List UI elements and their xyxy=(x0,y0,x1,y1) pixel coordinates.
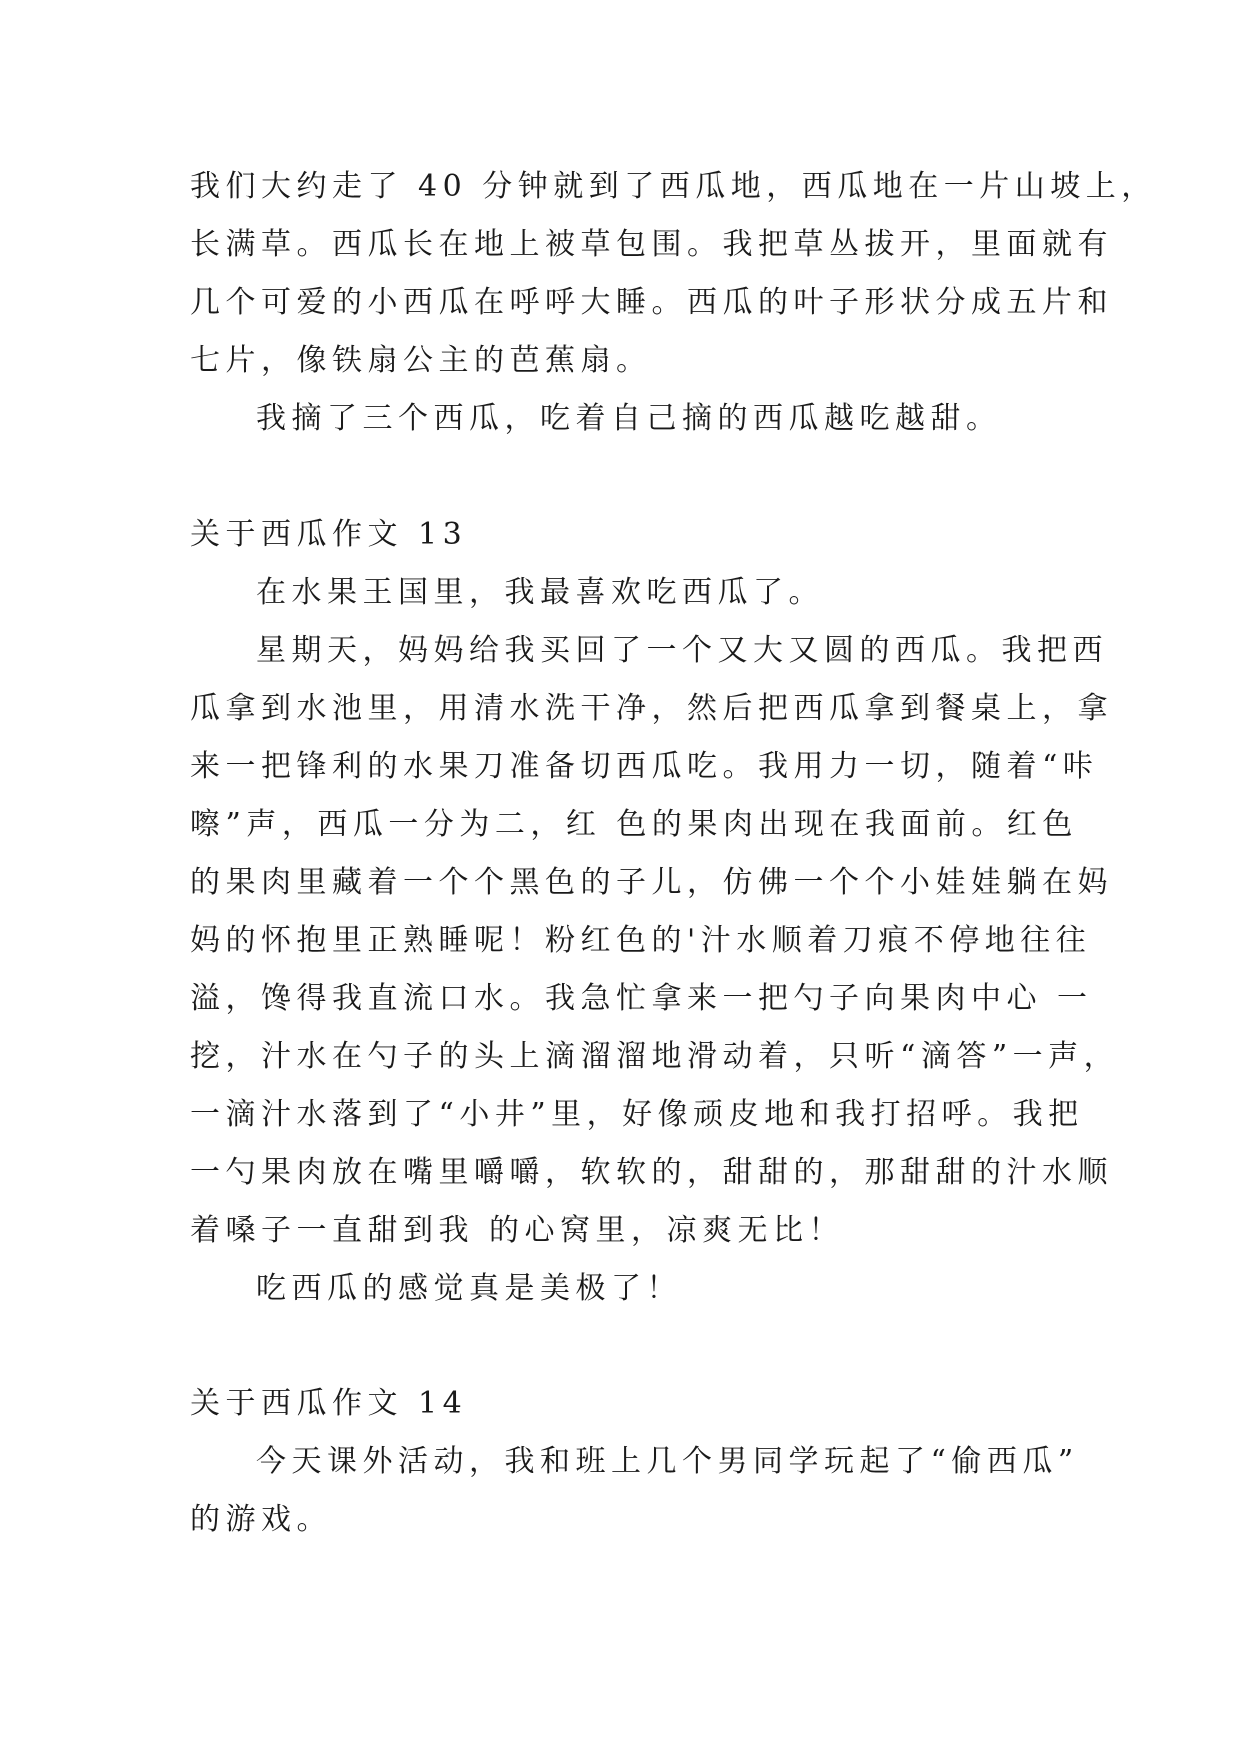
text-line: 几个可爱的小西瓜在呼呼大睡。西瓜的叶子形状分成五片和 xyxy=(190,285,1113,320)
text-line: 妈的怀抱里正熟睡呢！粉红色的'汁水顺着刀痕不停地往往 xyxy=(190,923,1092,958)
text-line: 一滴汁水落到了“小井”里，好像顽皮地和我打招呼。我把 xyxy=(190,1097,1084,1132)
essay-13-closing: 吃西瓜的感觉真是美极了！ xyxy=(256,1271,682,1306)
text-line: 我们大约走了 40 分钟就到了西瓜地，西瓜地在一片山坡上， xyxy=(190,169,1157,204)
essay-prev-paragraph xyxy=(190,158,1157,390)
text-line: 一勺果肉放在嘴里嚼嚼，软软的，甜甜的，那甜甜的汁水顺 xyxy=(190,1155,1113,1190)
text-line: 长满草。西瓜长在地上被草包围。我把草丛拔开，里面就有 xyxy=(190,227,1113,262)
text-line: 来一把锋利的水果刀准备切西瓜吃。我用力一切，随着“咔 xyxy=(190,749,1099,784)
text-line: 挖，汁水在勺子的头上滴溜溜地滑动着，只听“滴答”一声， xyxy=(190,1039,1120,1074)
essay-14-title: 关于西瓜作文 14 xyxy=(190,1386,468,1421)
text-line: 的游戏。 xyxy=(190,1502,332,1537)
text-line: 嚓”声，西瓜一分为二，红 色的果肉出现在我面前。红色 xyxy=(190,807,1078,842)
text-line: 星期天，妈妈给我买回了一个又大又圆的西瓜。我把西 xyxy=(256,633,1108,668)
text-line: 溢，馋得我直流口水。我急忙拿来一把勺子向果肉中心 一 xyxy=(190,981,1093,1016)
essay-13-title: 关于西瓜作文 13 xyxy=(190,517,468,552)
text-line: 着嗓子一直甜到我 的心窝里，凉爽无比！ xyxy=(190,1213,845,1248)
text-line: 瓜拿到水池里，用清水洗干净，然后把西瓜拿到餐桌上，拿 xyxy=(190,691,1113,726)
essay-14-intro-paragraph xyxy=(190,1433,1079,1549)
text-line: 七片，像铁扇公主的芭蕉扇。 xyxy=(190,343,652,378)
essay-13-intro: 在水果王国里，我最喜欢吃西瓜了。 xyxy=(256,575,824,610)
essay-prev-closing: 我摘了三个西瓜，吃着自己摘的西瓜越吃越甜。 xyxy=(256,401,1002,436)
document-body xyxy=(190,158,1157,1549)
text-line: 的果肉里藏着一个个黑色的子儿，仿佛一个个小娃娃躺在妈 xyxy=(190,865,1113,900)
essay-13-body-paragraph xyxy=(190,622,1120,1260)
text-line: 今天课外活动，我和班上几个男同学玩起了“偷西瓜” xyxy=(256,1444,1079,1479)
